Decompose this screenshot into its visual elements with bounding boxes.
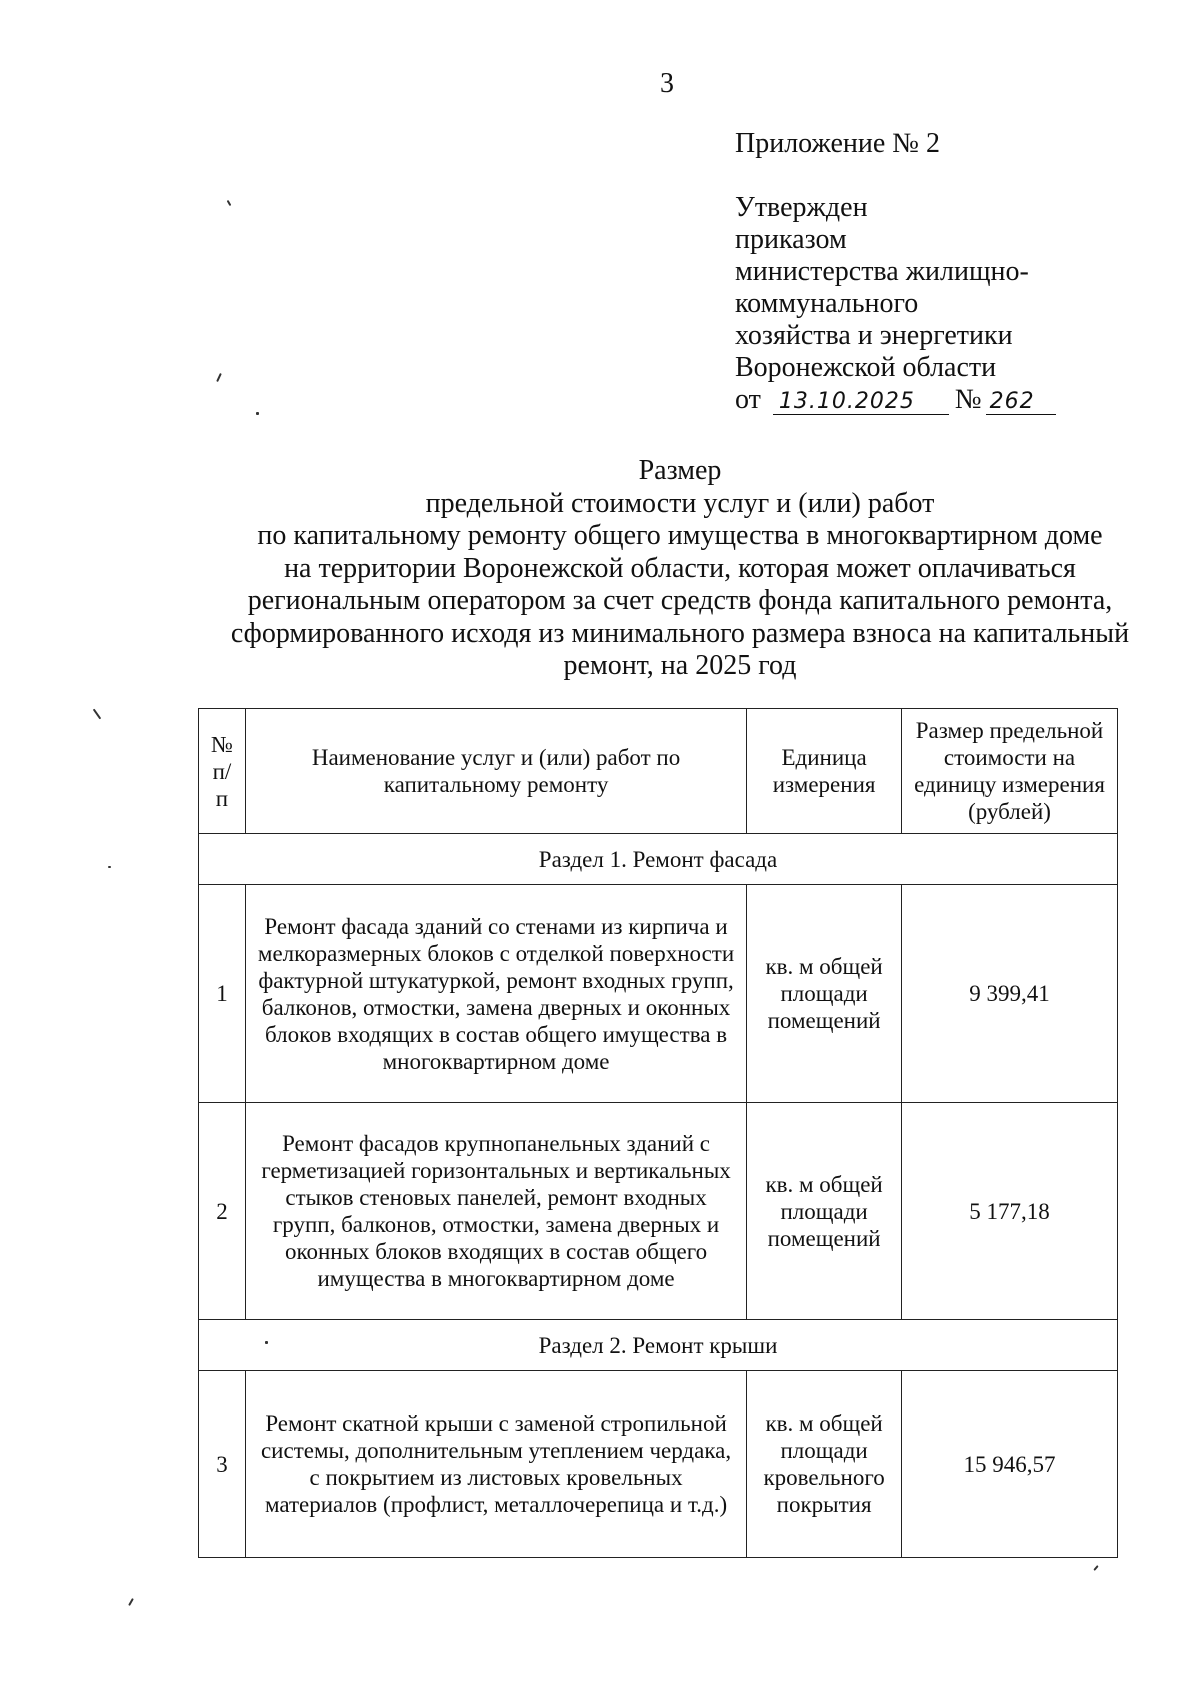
- row-num: 3: [199, 1371, 246, 1558]
- title-line: сформированного исходя из минимального размера взноса на капитальный: [230, 617, 1130, 649]
- row-name: Ремонт скатной крыши с заменой стропильной системы, дополнительным утеплением чердака, с покрытием из листовых кровельных материалов (профлист, металлочерепица и т.д.): [245, 1371, 746, 1558]
- row-unit: кв. м общей площади кровельного покрытия: [747, 1371, 902, 1558]
- number-sign: №: [954, 384, 982, 415]
- approval-line: министерства жилищно-: [735, 256, 1029, 287]
- header-num: № п/п: [199, 709, 246, 834]
- table-header-row: [199, 709, 1118, 834]
- title-line: предельной стоимости услуг и (или) работ: [425, 487, 935, 519]
- approval-line: Утвержден: [735, 192, 868, 223]
- handwritten-date: 13.10.2025: [773, 390, 949, 415]
- approval-date-line: [735, 384, 1056, 416]
- row-name: Ремонт фасада зданий со стенами из кирпича и мелкоразмерных блоков с отделкой поверхности фактурной штукатуркой, ремонт входных групп, балконов, отмостки, замена дверных и оконных блоков входящих в состав общего имущества в многоквартирном доме: [245, 885, 746, 1103]
- scan-speck: [128, 1598, 134, 1606]
- scan-speck: [227, 200, 232, 206]
- title-line: ремонт, на 2025 год: [563, 650, 797, 681]
- document-title: [210, 455, 1150, 683]
- section-1-title: Раздел 1. Ремонт фасада: [199, 834, 1118, 885]
- title-line: на территории Воронежской области, которая может оплачиваться: [284, 552, 1076, 584]
- page-number: 3: [660, 68, 674, 99]
- row-unit: кв. м общей площади помещений: [747, 885, 902, 1103]
- header-name: Наименование услуг и (или) работ по капитальному ремонту: [245, 709, 746, 834]
- header-unit: Единица измерения: [747, 709, 902, 834]
- section-row: [199, 1320, 1118, 1371]
- section-row: [199, 834, 1118, 885]
- handwritten-number: 262: [986, 390, 1056, 415]
- table-row: [199, 885, 1118, 1103]
- approval-line: Воронежской области: [735, 352, 997, 383]
- row-name: Ремонт фасадов крупнопанельных зданий с герметизацией горизонтальных и вертикальных стыков стеновых панелей, ремонт входных групп, балконов, отмостки, замена дверных и оконных блоков входящих в состав общего имущества в многоквартирном доме: [245, 1103, 746, 1320]
- annex-title: Приложение № 2: [735, 128, 940, 159]
- approval-line: приказом: [735, 224, 847, 255]
- row-num: 2: [199, 1103, 246, 1320]
- approval-line: коммунального: [735, 288, 919, 319]
- row-num: 1: [199, 885, 246, 1103]
- title-line: по капитальному ремонту общего имущества в многоквартирном доме: [257, 520, 1103, 551]
- section-2-title: Раздел 2. Ремонт крыши: [199, 1320, 1118, 1371]
- row-cost: 9 399,41: [902, 885, 1118, 1103]
- approval-line: хозяйства и энергетики: [735, 320, 1013, 351]
- scan-speck: [216, 373, 222, 382]
- row-cost: 5 177,18: [902, 1103, 1118, 1320]
- row-cost: 15 946,57: [902, 1371, 1118, 1558]
- title-line: региональным оператором за счет средств фонда капитального ремонта,: [247, 585, 1113, 616]
- date-prefix: от: [735, 384, 761, 415]
- table-row: [199, 1103, 1118, 1320]
- cost-table: [198, 708, 1118, 1558]
- row-unit: кв. м общей площади помещений: [747, 1103, 902, 1320]
- header-cost: Размер предельной стоимости на единицу измерения (рублей): [902, 709, 1118, 834]
- approval-block: [735, 192, 1056, 416]
- scan-speck: [93, 709, 102, 720]
- scan-speck: [1093, 1565, 1098, 1571]
- table-row: [199, 1371, 1118, 1558]
- scan-speck: [265, 1341, 268, 1344]
- title-line: Размер: [638, 455, 722, 486]
- scan-speck: [108, 866, 111, 868]
- scan-speck: [256, 412, 259, 415]
